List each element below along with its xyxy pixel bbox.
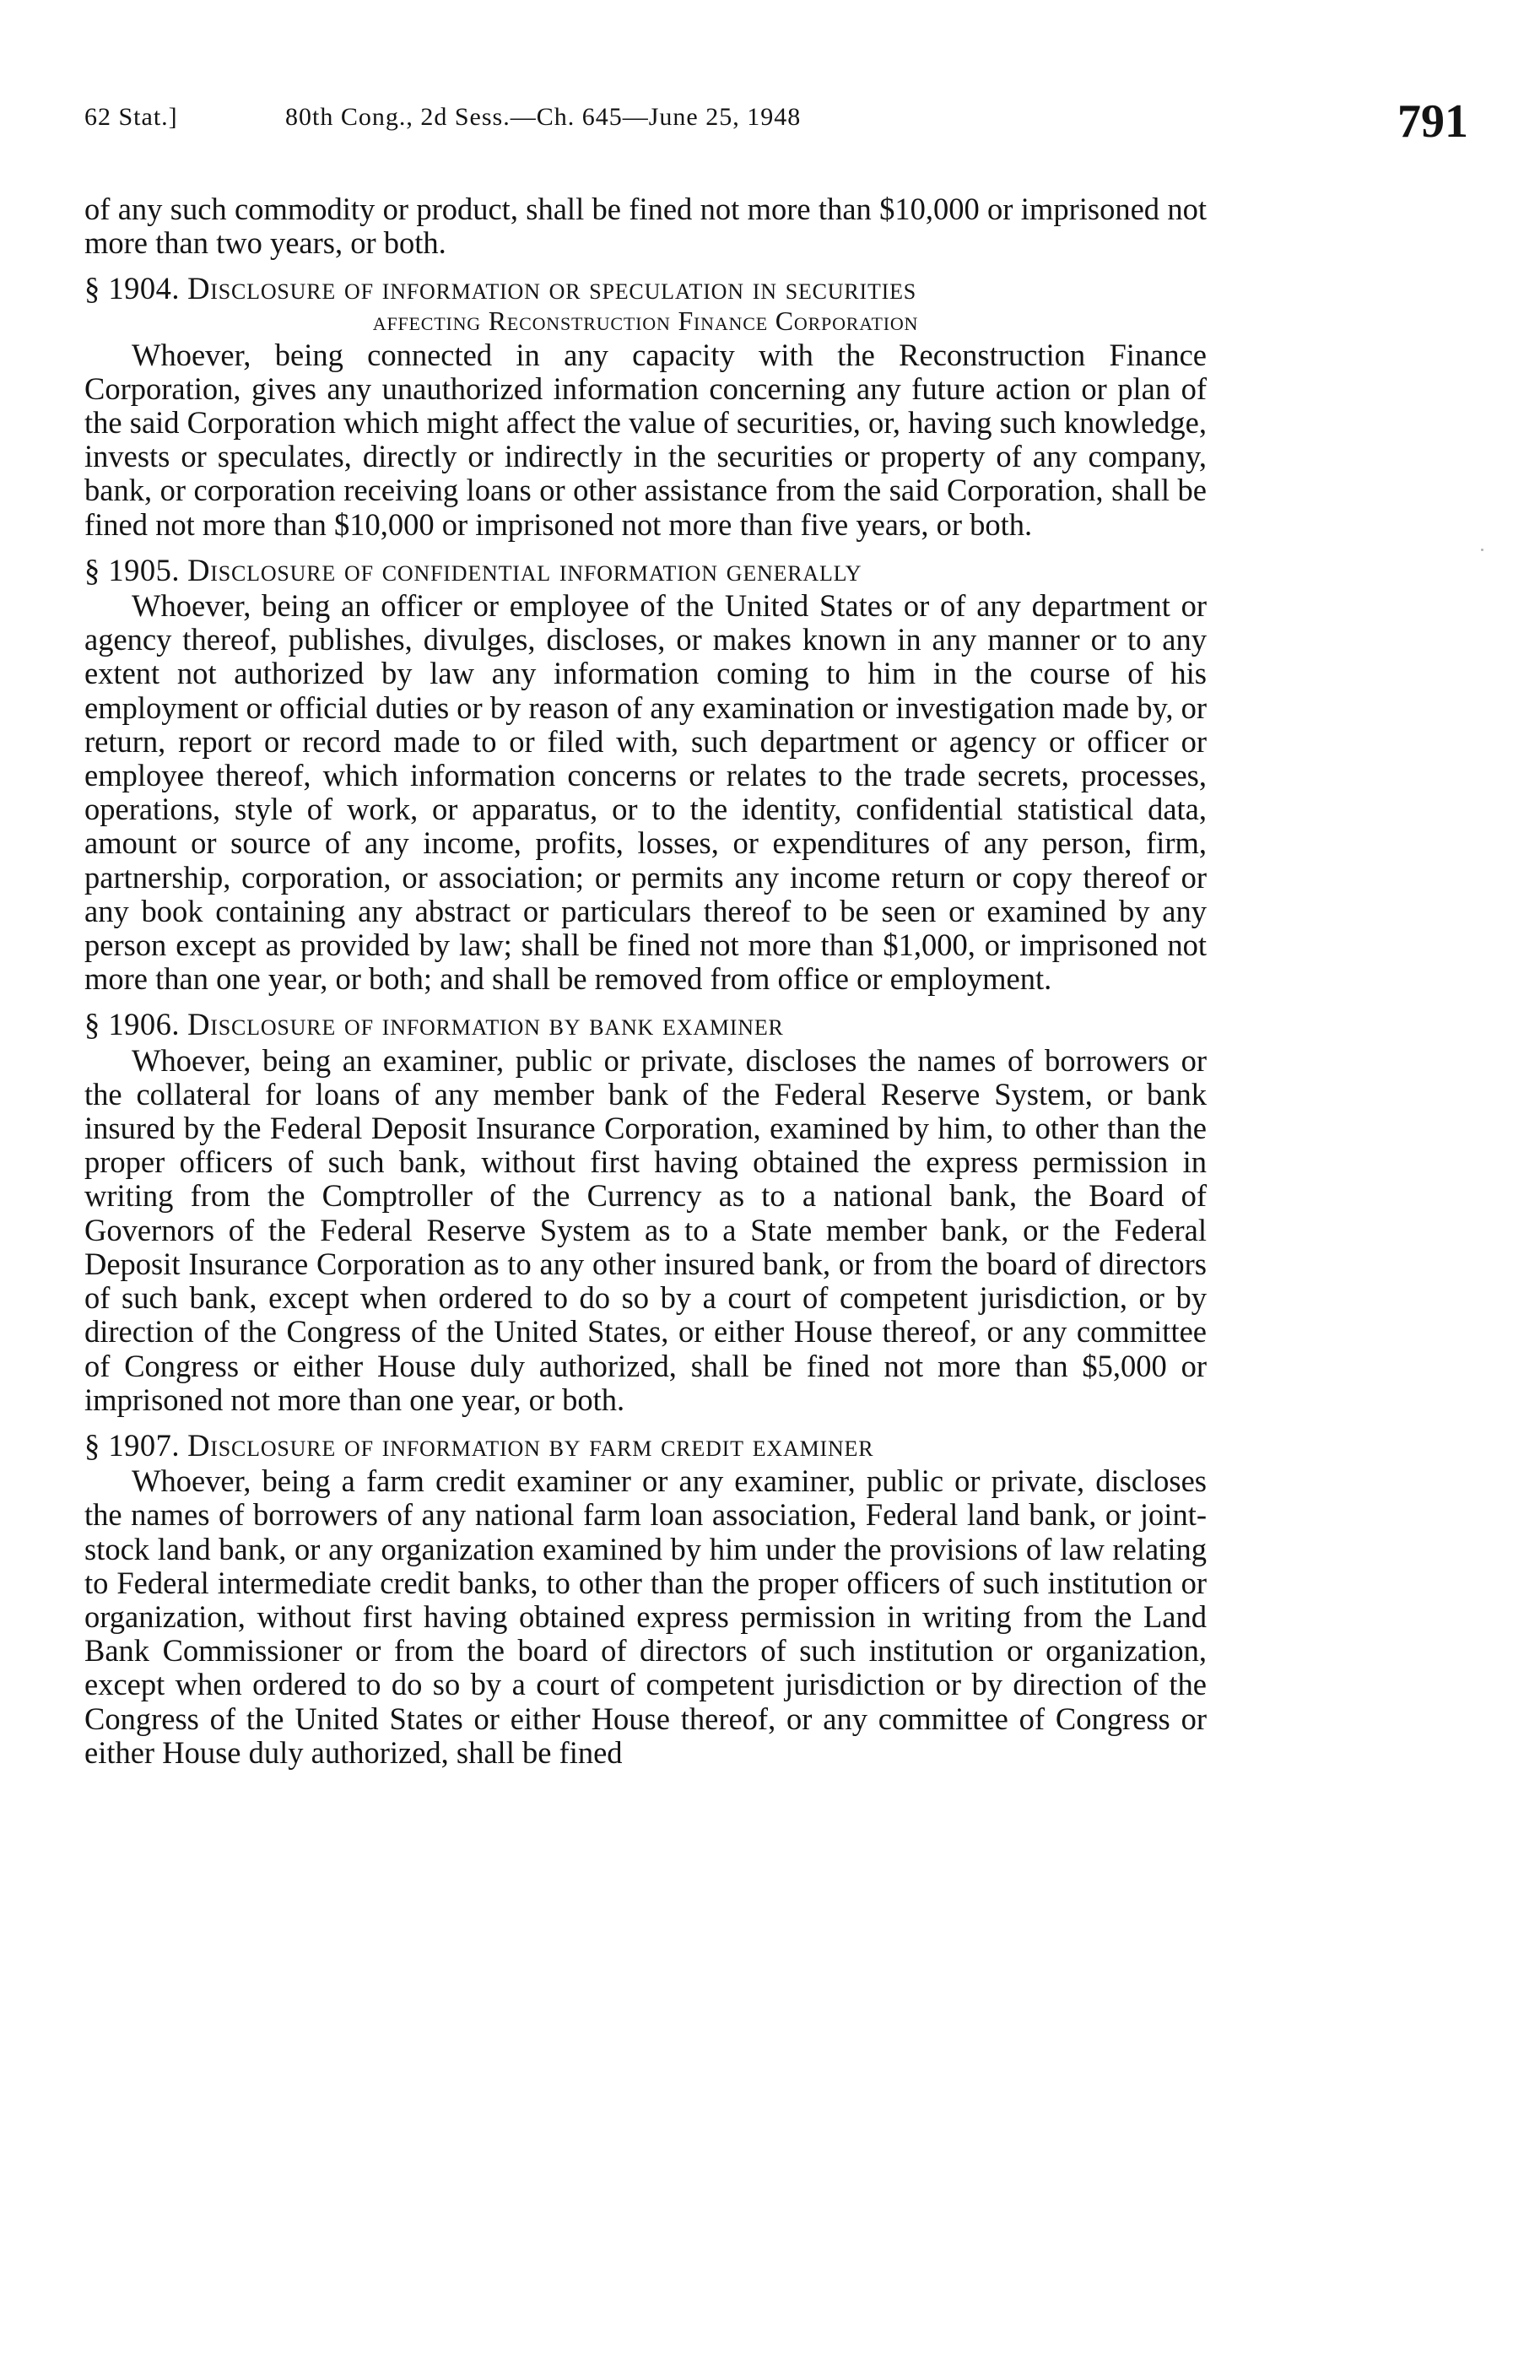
section-number: § 1906.	[84, 1007, 180, 1042]
section-heading	[84, 1008, 1207, 1041]
body-text	[84, 192, 1207, 1770]
section-heading	[84, 1429, 1207, 1463]
section-body: Whoever, being connected in any capacity with the Reconstruction Finance Corporation, gives any unauthorized information concerning any future action or plan of the said Corporation which might affect the value of securities, or, having such knowledge, invests or speculates, directly or indirectly in the securities or property of any company, bank, or corporation receiving loans or other assistance from the said Corporation, shall be fined not more than $10,000 or imprisoned not more than five years, or both.	[84, 337, 1207, 542]
section-1904	[84, 272, 1207, 541]
section-title: Disclosure of information or speculation in securities	[187, 271, 917, 306]
section-title: Disclosure of information by farm credit examiner	[187, 1427, 874, 1463]
section-1905	[84, 554, 1207, 997]
opening-paragraph: of any such commodity or product, shall be fined not more than $10,000 or imprisoned not more than two years, or both.	[84, 192, 1207, 261]
section-number: § 1907.	[84, 1427, 180, 1463]
section-body: Whoever, being a farm credit examiner or any examiner, public or private, discloses the names of borrowers of any national farm loan association, Federal land bank, or joint-stock land bank, or any organization examined by him under the provisions of law relating to Federal intermediate credit banks, to other than the proper officers of such institution or organization, without first having obtained express permission in writing from the Land Bank Commissioner or from the board of directors of such institution or organization, except when ordered to do so by a court of competent jurisdiction or by direction of the Congress of the United States or either House thereof, or any committee of Congress or either House duly authorized, shall be fined	[84, 1463, 1207, 1770]
scan-speck	[1481, 549, 1483, 551]
section-number: § 1905.	[84, 552, 180, 587]
section-heading	[84, 272, 1207, 336]
section-body: Whoever, being an officer or employee of the United States or of any department or agency thereof, publishes, divulges, discloses, or makes known in any manner or to any extent not authorized by law any information coming to him in the course of his employment or official duties or by reason of any examination or investigation made by, or return, report or record made to or filed with, such department or agency or officer or employee thereof, which information concerns or relates to the trade secrets, processes, operations, style of work, or apparatus, or to the identity, confidential statistical data, amount or source of any income, profits, losses, or expenditures of any person, firm, partnership, corporation, or association; or permits any income return or copy thereof or any book containing any abstract or particulars thereof to be seen or examined by any person except as provided by law; shall be fined not more than $1,000, or imprisoned not more than one year, or both; and shall be removed from office or employment.	[84, 588, 1207, 997]
section-1907	[84, 1429, 1207, 1770]
page-number: 791	[1397, 95, 1468, 148]
section-number: § 1904.	[84, 271, 180, 306]
session-line: 80th Cong., 2d Sess.—Ch. 645—June 25, 1948	[285, 103, 802, 131]
statute-reference: 62 Stat.]	[84, 103, 178, 131]
section-heading	[84, 554, 1207, 587]
section-body: Whoever, being an examiner, public or private, discloses the names of borrowers or the collateral for loans of any member bank of the Federal Reserve System, or bank insured by the Federal Deposit Insurance Corporation, examined by him, to other than the proper officers of such bank, without first having obtained the express permission in writing from the Comptroller of the Currency as to a national bank, the Board of Governors of the Federal Reserve System as to a State member bank, or the Federal Deposit Insurance Corporation as to any other insured bank, or from the board of directors of such bank, except when ordered to do so by a court of competent jurisdiction, or by direction of the Congress of the United States, or either House thereof, or any committee of Congress or either House duly authorized, shall be fined not more than $5,000 or imprisoned not more than one year, or both.	[84, 1042, 1207, 1417]
section-subtitle: affecting Reconstruction Finance Corporation	[372, 305, 919, 336]
section-1906	[84, 1008, 1207, 1416]
section-title: Disclosure of confidential information generally	[187, 552, 862, 587]
section-title: Disclosure of information by bank examiner	[187, 1007, 784, 1042]
running-header	[84, 95, 1468, 154]
